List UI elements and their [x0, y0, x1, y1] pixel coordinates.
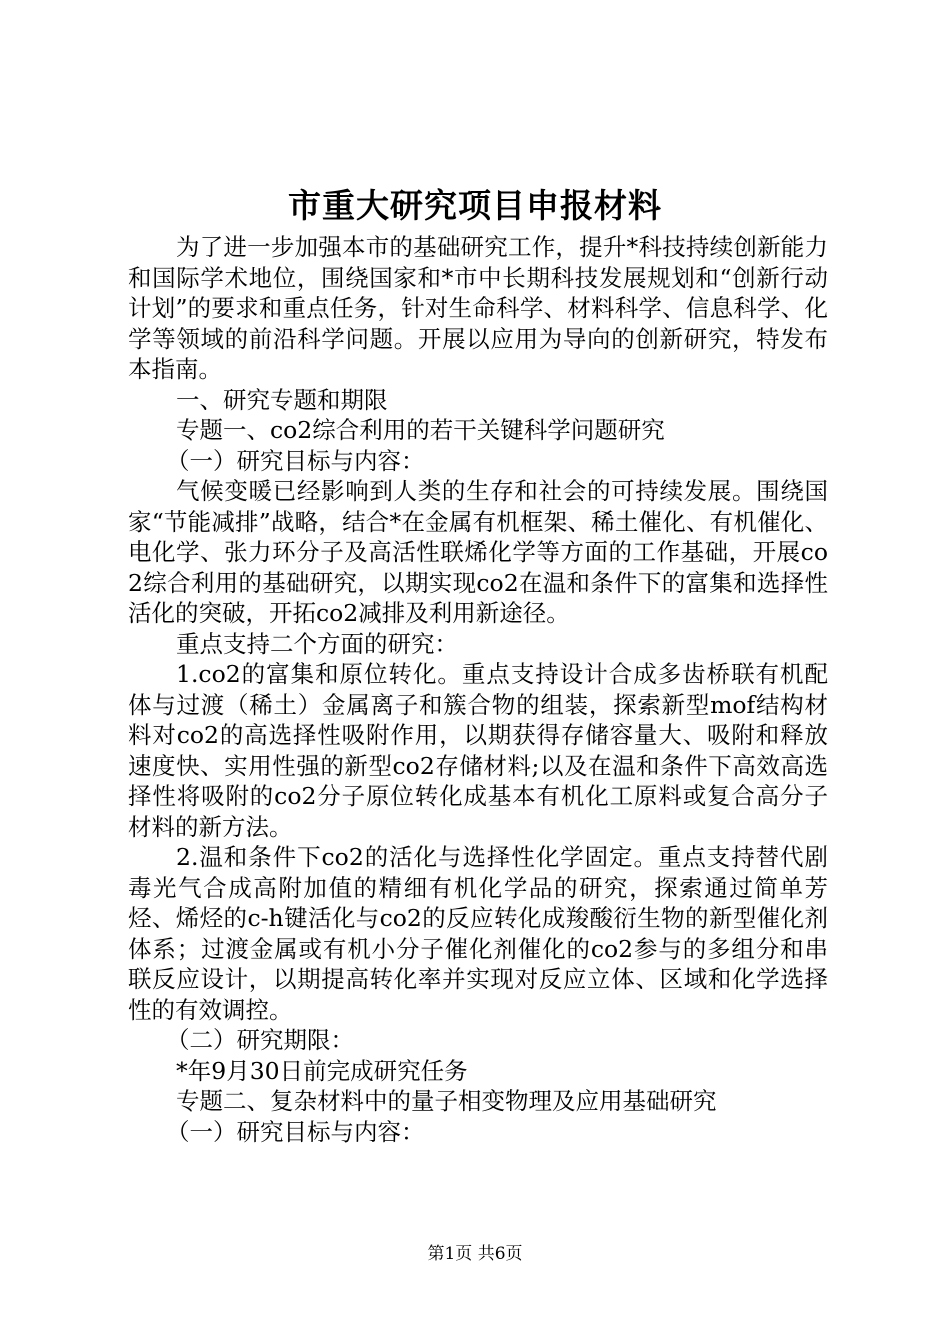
- document-body: [128, 232, 828, 1147]
- topic-two-goals-heading: （一）研究目标与内容：: [166, 1117, 425, 1146]
- topic-one-heading: 专题一、co2综合利用的若干关键科学问题研究: [176, 416, 665, 444]
- document-title: 市重大研究项目申报材料: [288, 186, 662, 225]
- research-period-heading: （二）研究期限：: [166, 1026, 354, 1054]
- topic-one-goals-heading: （一）研究目标与内容：: [166, 446, 425, 475]
- section-heading: 一、研究专题和期限: [176, 385, 388, 414]
- support-area-one-paragraph: 1.co2的富集和原位转化。重点支持设计合成多齿桥联有机配体与过渡（稀土）金属离子和簇合物的组装，探索新型mof结构材料对co2的高选择性吸附作用，以期获得存储容量大、吸附和释放速度快、实用性强的新型co2存储材料;以及在温和条件下高效高选择性将吸附的co2分子原位转化成基本有机化工原料或复合高分子材料的新方法。: [128, 660, 828, 841]
- intro-paragraph: 为了进一步加强本市的基础研究工作，提升*科技持续创新能力和国际学术地位，围绕国家和*市中长期科技发展规划和“创新行动计划”的要求和重点任务，针对生命科学、材料科学、信息科学、化学等领域的前沿科学问题。开展以应用为导向的创新研究，特发布本指南。: [128, 233, 828, 383]
- research-deadline: *年9月30日前完成研究任务: [176, 1056, 468, 1085]
- support-areas-heading: 重点支持二个方面的研究：: [176, 629, 458, 658]
- topic-one-background-paragraph: 气候变暖已经影响到人类的生存和社会的可持续发展。围绕国家“节能减排”战略，结合*在金属有机框架、稀土催化、有机催化、电化学、张力环分子及高活性联烯化学等方面的工作基础，开展co2综合利用的基础研究，以期实现co2在温和条件下的富集和选择性活化的突破，开拓co2减排及利用新途径。: [128, 477, 828, 627]
- support-area-two-paragraph: 2.温和条件下co2的活化与选择性化学固定。重点支持替代剧毒光气合成高附加值的精细有机化学品的研究，探索通过简单芳烃、烯烃的c-h键活化与co2的反应转化成羧酸衍生物的新型催化剂体系；过渡金属或有机小分子催化剂催化的co2参与的多组分和串联反应设计，以期提高转化率并实现对反应立体、区域和化学选择性的有效调控。: [128, 843, 828, 1024]
- page-footer: 第1页 共6页: [427, 1244, 523, 1264]
- topic-two-heading: 专题二、复杂材料中的量子相变物理及应用基础研究: [176, 1087, 717, 1115]
